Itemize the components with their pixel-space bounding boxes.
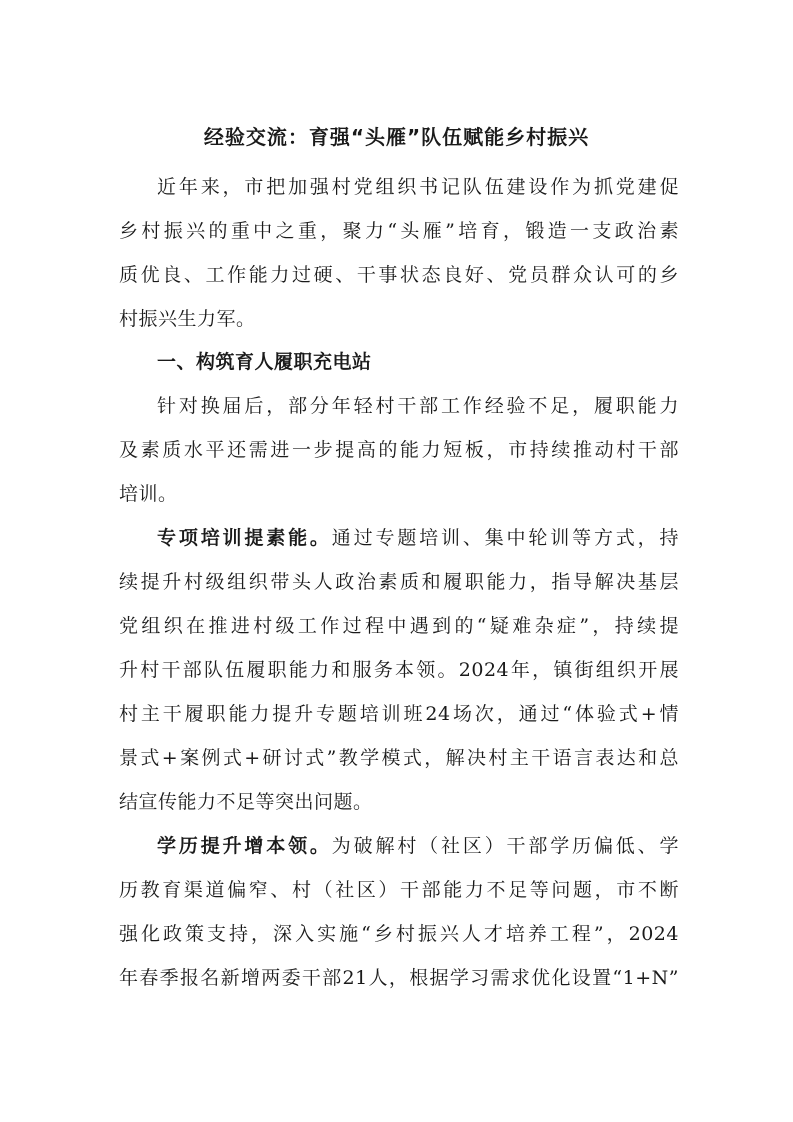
training-line-6: 景式+案例式+研讨式”教学模式，解决村主干语言表达和总 bbox=[119, 747, 679, 769]
intro-line-4: 村振兴生力军。 bbox=[119, 308, 256, 330]
training-line-3: 党组织在推进村级工作过程中遇到的“疑难杂症”，持续提 bbox=[119, 615, 679, 637]
education-lead: 学历提升增本领。 bbox=[157, 835, 332, 857]
section-heading-1: 一、构筑育人履职充电站 bbox=[157, 351, 372, 373]
education-line-3: 强化政策支持，深入实施“乡村振兴人才培养工程”，2024 bbox=[119, 923, 679, 945]
section1-line-2: 及素质水平还需进一步提高的能力短板，市持续推动村干部 bbox=[119, 439, 679, 461]
training-line-4: 升村干部队伍履职能力和服务本领。2024年，镇街组织开展 bbox=[119, 659, 679, 681]
intro-line-1: 近年来，市把加强村党组织书记队伍建设作为抓党建促 bbox=[157, 176, 679, 198]
training-lead: 专项培训提素能。 bbox=[157, 527, 332, 549]
training-line-1 bbox=[157, 516, 679, 560]
training-first-rest: 通过专题培训、集中轮训等方式，持 bbox=[331, 527, 679, 549]
education-line-4: 年春季报名新增两委干部21人，根据学习需求优化设置“1+N” bbox=[119, 967, 679, 989]
section1-line-1: 针对换届后，部分年轻村干部工作经验不足，履职能力 bbox=[157, 395, 679, 417]
document-title: 经验交流：育强“头雁”队伍赋能乡村振兴 bbox=[203, 125, 590, 149]
section1-line-3: 培训。 bbox=[119, 483, 178, 505]
training-line-2: 续提升村级组织带头人政治素质和履职能力，指导解决基层 bbox=[119, 571, 679, 593]
training-line-7: 结宣传能力不足等突出问题。 bbox=[119, 791, 373, 813]
education-line-2: 历教育渠道偏窄、村（社区）干部能力不足等问题，市不断 bbox=[119, 879, 679, 901]
education-line-1 bbox=[157, 824, 679, 868]
intro-line-3: 质优良、工作能力过硬、干事状态良好、党员群众认可的乡 bbox=[119, 264, 679, 286]
education-first-rest: 为破解村（社区）干部学历偏低、学 bbox=[331, 835, 679, 857]
training-line-5: 村主干履职能力提升专题培训班24场次，通过“体验式+情 bbox=[119, 703, 679, 725]
intro-line-2: 乡村振兴的重中之重，聚力“头雁”培育，锻造一支政治素 bbox=[119, 220, 679, 242]
